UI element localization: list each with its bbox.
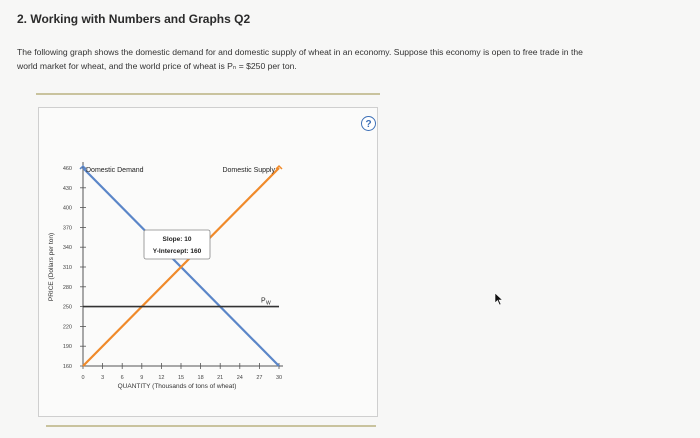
y-tick-label: 310 <box>62 265 72 271</box>
y-tick-label: 430 <box>62 185 72 192</box>
y-tick-label: 280 <box>62 284 72 291</box>
question-title: 2. Working with Numbers and Graphs Q2 <box>17 12 251 26</box>
y-tick-label: 340 <box>62 245 72 252</box>
x-tick-label: 21 <box>217 375 224 381</box>
y-tick-label: 220 <box>62 324 72 331</box>
y-tick-label: 250 <box>62 304 72 311</box>
world-price-subscript: W <box>266 300 271 307</box>
supply-demand-chart[interactable] <box>39 108 377 416</box>
y-tick-label: 460 <box>62 166 72 172</box>
tooltip-slope: Slope: 10 <box>162 236 192 243</box>
demand-label: Domestic Demand <box>86 167 144 174</box>
y-tick-label: 400 <box>62 205 72 212</box>
question-text-line-1: The following graph shows the domestic demand for and domestic supply of wheat in an economy. Suppose this economy is open to free trade in the <box>17 47 583 57</box>
x-tick-label: 24 <box>236 375 243 381</box>
world-price-label: P <box>261 297 266 305</box>
y-tick-label: 190 <box>62 344 72 351</box>
x-tick-label: 6 <box>120 375 124 381</box>
x-tick-label: 15 <box>177 375 185 381</box>
tooltip-intercept: Y-Intercept: 160 <box>152 248 202 255</box>
x-tick-label: 27 <box>256 375 263 381</box>
x-tick-label: 12 <box>158 375 165 381</box>
y-tick-label: 160 <box>62 364 72 370</box>
x-tick-label: 30 <box>275 375 283 381</box>
question-text <box>17 45 637 73</box>
x-axis-label: QUANTITY (Thousands of tons of wheat) <box>117 383 237 390</box>
y-tick-label: 370 <box>62 225 72 232</box>
x-tick-label: 9 <box>140 375 144 381</box>
top-divider <box>36 93 380 95</box>
mouse-cursor-icon <box>494 292 504 306</box>
supply-label: Domestic Supply <box>222 167 275 174</box>
x-tick-label: 18 <box>197 375 204 381</box>
y-axis-label: PRICE (Dollars per ton) <box>48 232 55 302</box>
graph-panel <box>38 107 378 417</box>
question-text-line-2: world market for wheat, and the world price of wheat is Pₙ = $250 per ton. <box>17 61 297 71</box>
bottom-divider <box>46 425 376 427</box>
x-tick-label: 0 <box>81 375 85 381</box>
help-icon[interactable]: ? <box>361 116 376 131</box>
x-tick-label: 3 <box>101 375 105 381</box>
